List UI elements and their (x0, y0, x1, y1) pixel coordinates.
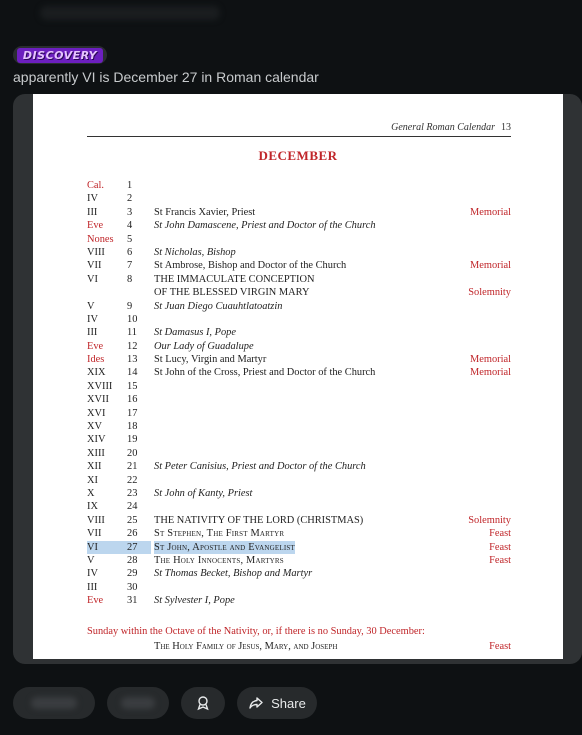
day-number: 27 (127, 541, 151, 554)
day-number: 3 (127, 206, 133, 218)
roman-date: IX (87, 501, 98, 513)
celebration-name: The Holy Innocents, Martyrs (154, 554, 284, 566)
celebration-rank: Solemnity (468, 287, 511, 299)
calendar-row (87, 554, 511, 567)
day-number: 20 (127, 447, 138, 459)
calendar-row (87, 460, 511, 473)
roman-date: XVIII (87, 380, 113, 392)
comment-count-blurred (121, 697, 155, 709)
roman-date: VII (87, 260, 102, 272)
calendar-row (87, 567, 511, 580)
calendar-page-image (33, 94, 563, 659)
roman-date: Nones (87, 233, 114, 245)
calendar-row (87, 447, 511, 460)
calendar-row (87, 366, 511, 379)
celebration-name: St Francis Xavier, Priest (154, 206, 256, 218)
celebration-rank: Memorial (470, 354, 511, 366)
day-number: 21 (127, 461, 138, 473)
roman-date: III (87, 206, 98, 218)
calendar-row (87, 433, 511, 446)
blurred-header (40, 6, 220, 20)
celebration-name: St Nicholas, Bishop (154, 246, 236, 258)
celebration-rank: Memorial (470, 206, 511, 218)
roman-date: V (87, 554, 95, 566)
day-number: 2 (127, 193, 133, 205)
calendar-row (87, 353, 511, 366)
day-number: 26 (127, 528, 138, 540)
calendar-row (87, 407, 511, 420)
calendar-row (87, 594, 511, 607)
day-number: 19 (127, 434, 138, 446)
calendar-row (87, 286, 511, 299)
celebration-name: Our Lady of Guadalupe (154, 340, 254, 352)
day-number: 25 (127, 514, 138, 526)
celebration-rank: Feast (489, 554, 511, 566)
calendar-row (87, 380, 511, 393)
calendar-row (87, 219, 511, 232)
roman-date: XI (87, 474, 98, 486)
roman-date: III (87, 327, 98, 339)
calendar-row (87, 393, 511, 406)
roman-date: XV (87, 421, 103, 433)
calendar-row (87, 340, 511, 353)
day-number: 18 (127, 421, 138, 433)
octave-note: Sunday within the Octave of the Nativity, or, if there is no Sunday, 30 December: (87, 626, 425, 637)
calendar-row (87, 581, 511, 594)
day-number: 4 (127, 220, 133, 232)
community-badge[interactable] (13, 46, 107, 64)
calendar-row (87, 300, 511, 313)
calendar-row (87, 233, 511, 246)
celebration-rank: Feast (489, 528, 511, 540)
calendar-rows (87, 179, 511, 608)
celebration-name: St Peter Canisius, Priest and Doctor of the Church (154, 461, 366, 473)
celebration-rank: Memorial (470, 260, 511, 272)
celebration-name: St Thomas Becket, Bishop and Martyr (154, 568, 313, 580)
day-number: 24 (127, 501, 138, 513)
celebration-name: THE NATIVITY OF THE LORD (CHRISTMAS) (154, 514, 364, 526)
day-number: 8 (127, 273, 133, 285)
day-number: 10 (127, 313, 138, 325)
calendar-row (87, 474, 511, 487)
calendar-row (87, 420, 511, 433)
page-header-title: General Roman Calendar (391, 122, 495, 133)
roman-date: X (87, 487, 95, 499)
calendar-row (87, 206, 511, 219)
day-number: 12 (127, 340, 138, 352)
post-image-frame[interactable] (13, 94, 582, 664)
calendar-row (87, 192, 511, 205)
day-number: 6 (127, 246, 133, 258)
month-title: DECEMBER (258, 148, 338, 163)
calendar-row (87, 326, 511, 339)
day-number: 30 (127, 581, 138, 593)
calendar-row (87, 500, 511, 513)
celebration-name: St Ambrose, Bishop and Doctor of the Church (154, 260, 347, 272)
roman-date: IV (87, 193, 98, 205)
celebration-name: St John of Kanty, Priest (154, 487, 253, 499)
calendar-row (87, 527, 511, 540)
roman-date: V (87, 300, 95, 312)
roman-date: III (87, 581, 98, 593)
day-number: 28 (127, 554, 138, 566)
day-number: 22 (127, 474, 138, 486)
day-number: 29 (127, 568, 138, 580)
celebration-name: St Stephen, The First Martyr (154, 528, 285, 540)
day-number: 11 (127, 327, 138, 339)
day-number: 31 (127, 595, 138, 607)
day-number: 16 (127, 394, 138, 406)
share-button[interactable] (237, 687, 317, 719)
vote-count-blurred (31, 697, 77, 709)
holy-family-entry: The Holy Family of Jesus, Mary, and Joseph (154, 641, 338, 652)
award-button[interactable] (181, 687, 225, 719)
roman-date: XII (87, 461, 102, 473)
roman-date: Cal. (87, 180, 105, 191)
celebration-rank: Memorial (470, 367, 511, 379)
page-number: 13 (501, 122, 511, 133)
roman-date: IV (87, 568, 98, 580)
share-icon (248, 695, 264, 711)
day-number: 9 (127, 300, 133, 312)
day-number: 5 (127, 233, 133, 245)
roman-date: Eve (87, 340, 104, 352)
roman-date: VII (87, 528, 102, 540)
roman-date: XIX (87, 367, 106, 379)
day-number: 15 (127, 380, 138, 392)
celebration-name: St Damasus I, Pope (154, 327, 236, 339)
roman-date: Eve (87, 595, 104, 607)
page-header (87, 122, 511, 137)
day-number: 7 (127, 260, 133, 272)
celebration-name: St John, Apostle and Evangelist (154, 541, 295, 553)
roman-date: XVI (87, 407, 106, 419)
day-number: 1 (127, 180, 133, 191)
calendar-row (87, 259, 511, 272)
roman-date: VIII (87, 246, 105, 258)
roman-date: Eve (87, 220, 104, 232)
celebration-rank: Feast (489, 541, 511, 553)
roman-date: Ides (87, 354, 105, 366)
calendar-row (87, 487, 511, 500)
roman-date: VIII (87, 514, 105, 526)
share-label: Share (271, 695, 306, 711)
calendar-row (87, 514, 511, 527)
day-number: 17 (127, 407, 138, 419)
day-number: 14 (127, 367, 138, 379)
award-icon (195, 695, 211, 711)
calendar-row (87, 179, 511, 192)
day-number: 13 (127, 354, 138, 366)
celebration-name: St John of the Cross, Priest and Doctor of the Church (154, 367, 376, 379)
celebration-rank: Solemnity (468, 514, 511, 526)
celebration-name: THE IMMACULATE CONCEPTION (154, 273, 315, 285)
roman-date: XIV (87, 434, 106, 446)
comments-button[interactable] (107, 687, 169, 719)
calendar-row (87, 273, 511, 286)
calendar-row (87, 541, 511, 554)
calendar-row (87, 313, 511, 326)
celebration-name: St Sylvester I, Pope (154, 595, 235, 607)
celebration-name: St Lucy, Virgin and Martyr (154, 354, 267, 366)
post-title[interactable]: apparently VI is December 27 in Roman calendar (13, 69, 319, 85)
calendar-row (87, 246, 511, 259)
holy-family-rank: Feast (489, 641, 511, 652)
roman-date: VI (87, 541, 127, 554)
celebration-name: St Juan Diego Cuauhtlatoatzin (154, 300, 283, 312)
roman-date: IV (87, 313, 98, 325)
roman-date: XVII (87, 394, 109, 406)
celebration-name: St John Damascene, Priest and Doctor of the Church (154, 220, 376, 232)
community-badge-logo: DISCOVERY (17, 48, 103, 63)
vote-button[interactable] (13, 687, 95, 719)
roman-date: VI (87, 273, 98, 285)
celebration-name: OF THE BLESSED VIRGIN MARY (154, 287, 310, 299)
roman-date: XIII (87, 447, 105, 459)
post-action-bar (13, 687, 317, 719)
day-number: 23 (127, 487, 138, 499)
